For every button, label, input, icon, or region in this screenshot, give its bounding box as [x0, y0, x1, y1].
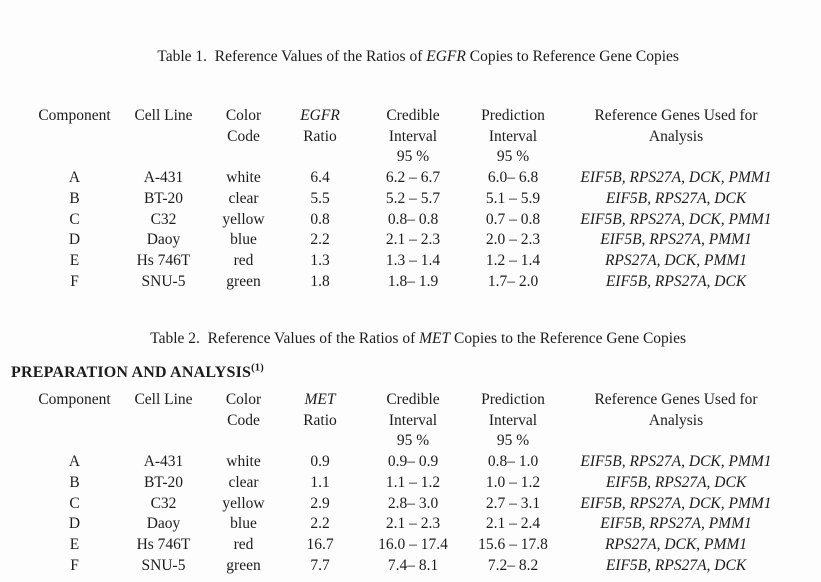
table-cell: 6.0– 6.8	[487, 169, 539, 187]
table-cell: 2.0 – 2.3	[485, 231, 541, 249]
table-cell: B	[69, 189, 80, 207]
table-row	[37, 473, 784, 494]
table-cell: 0.9– 0.9	[387, 453, 439, 471]
table-cell: green	[226, 272, 261, 290]
table-cell: 1.8	[310, 272, 330, 290]
table-cell: EIF5B, RPS27A, DCK, PMM1	[580, 453, 772, 471]
table1-title-suffix: Copies to Reference Gene Copies	[465, 48, 679, 65]
header-row	[37, 390, 784, 452]
table-cell: 2.7 – 3.1	[485, 494, 541, 512]
met-reference-values-table	[37, 390, 784, 576]
column-header: Reference Genes Used for Analysis	[594, 391, 758, 429]
column-header: Credible Interval 95 %	[386, 107, 440, 166]
table-cell: RPS27A, DCK, PMM1	[604, 251, 748, 269]
table-cell: 1.7– 2.0	[487, 272, 539, 290]
table-row	[37, 535, 784, 556]
table-row	[37, 189, 784, 210]
table-cell: 6.2 – 6.7	[385, 169, 441, 187]
table-cell: 2.1 – 2.3	[385, 231, 441, 249]
table-cell: 2.2	[310, 231, 330, 249]
table-row	[37, 251, 784, 272]
table-cell: A	[68, 453, 81, 471]
table1-title-gene: EGFR	[426, 48, 466, 65]
table-cell: blue	[230, 231, 257, 249]
table-cell: SNU-5	[141, 272, 186, 290]
column-header: Credible Interval 95 %	[386, 391, 440, 450]
column-header: Component	[38, 107, 111, 124]
table-row	[37, 230, 784, 251]
section-heading-footnote-marker: (1)	[251, 362, 264, 374]
table-cell: clear	[228, 189, 259, 207]
table-row	[37, 556, 784, 577]
table-cell: EIF5B, RPS27A, DCK, PMM1	[580, 210, 772, 228]
table1-title	[0, 27, 821, 87]
table2-title-suffix: Copies to the Reference Gene Copies	[450, 330, 687, 347]
table-cell: A-431	[143, 169, 184, 187]
table-cell: 15.6 – 17.8	[478, 535, 548, 553]
table-cell: Daoy	[146, 231, 181, 249]
table-cell: EIF5B, RPS27A, DCK	[605, 189, 747, 207]
table-cell: EIF5B, RPS27A, DCK, PMM1	[580, 169, 772, 187]
table-row	[37, 272, 784, 293]
table-cell: 7.7	[310, 556, 330, 574]
table-row	[37, 514, 784, 535]
table-cell: 2.8– 3.0	[387, 494, 439, 512]
column-header: Color Code	[225, 391, 262, 429]
column-header: Cell Line	[134, 107, 193, 124]
table-cell: D	[68, 231, 81, 249]
table-cell: blue	[230, 515, 257, 533]
column-header: MET Ratio	[303, 391, 337, 429]
table-cell: C	[69, 494, 80, 512]
table-cell: EIF5B, RPS27A, PMM1	[600, 515, 752, 533]
table-cell: 16.0 – 17.4	[378, 535, 448, 553]
table-cell: RPS27A, DCK, PMM1	[604, 535, 748, 553]
table-cell: clear	[228, 473, 259, 491]
table-cell: F	[70, 556, 79, 574]
table-cell: B	[69, 473, 80, 491]
table-cell: 2.1 – 2.3	[385, 515, 441, 533]
table-cell: green	[226, 556, 261, 574]
table-cell: EIF5B, RPS27A, PMM1	[600, 231, 752, 249]
table-cell: EIF5B, RPS27A, DCK	[605, 272, 747, 290]
table-row	[37, 168, 784, 189]
column-header: Cell Line	[134, 391, 193, 408]
table-cell: red	[233, 251, 254, 269]
table-cell: BT-20	[143, 473, 184, 491]
table2-title-gene: MET	[419, 330, 451, 347]
table2-title-prefix: Table 2. Reference Values of the Ratios of	[150, 330, 420, 347]
table-cell: 16.7	[306, 535, 334, 553]
table-cell: 7.2– 8.2	[487, 556, 539, 574]
table-cell: F	[70, 272, 79, 290]
table-cell: 1.8– 1.9	[387, 272, 439, 290]
table-cell: EIF5B, RPS27A, DCK	[605, 473, 747, 491]
section-heading-text: PREPARATION AND ANALYSIS	[11, 364, 252, 381]
table-cell: 2.9	[310, 494, 330, 512]
table-cell: D	[68, 515, 81, 533]
table-cell: A	[68, 169, 81, 187]
table-cell: EIF5B, RPS27A, DCK	[605, 556, 747, 574]
table-cell: C32	[150, 210, 177, 228]
table-cell: 5.5	[310, 189, 330, 207]
table1-title-prefix: Table 1. Reference Values of the Ratios of	[157, 48, 427, 65]
table-cell: 1.3 – 1.4	[385, 251, 441, 269]
table-cell: 2.2	[310, 515, 330, 533]
table-cell: E	[69, 535, 80, 553]
table-cell: yellow	[222, 210, 265, 228]
header-row	[37, 106, 784, 168]
column-header: Component	[38, 391, 111, 408]
table-cell: 1.3	[310, 251, 330, 269]
table-cell: 0.9	[310, 453, 330, 471]
table-cell: Hs 746T	[136, 535, 191, 553]
table-cell: 2.1 – 2.4	[485, 515, 541, 533]
table-cell: C	[69, 210, 80, 228]
table-cell: red	[233, 535, 254, 553]
table-cell: 0.8– 1.0	[487, 453, 539, 471]
table-cell: 0.8– 0.8	[387, 210, 439, 228]
table-cell: Hs 746T	[136, 251, 191, 269]
table-cell: 0.7 – 0.8	[485, 210, 541, 228]
table-cell: BT-20	[143, 189, 184, 207]
table-cell: C32	[150, 494, 177, 512]
table-cell: white	[226, 453, 261, 471]
column-header: Prediction Interval 95 %	[481, 107, 545, 166]
preparation-and-analysis-heading	[11, 362, 264, 383]
table-cell: yellow	[222, 494, 265, 512]
table-cell: 5.1 – 5.9	[485, 189, 541, 207]
table-cell: 6.4	[310, 169, 330, 187]
table-cell: E	[69, 251, 80, 269]
table-cell: EIF5B, RPS27A, DCK, PMM1	[580, 494, 772, 512]
column-header: EGFR Ratio	[300, 107, 340, 145]
egfr-reference-values-table	[37, 106, 784, 292]
table2-title	[0, 309, 821, 369]
table-cell: 0.8	[310, 210, 330, 228]
table-cell: 1.1	[310, 473, 330, 491]
table-cell: 1.0 – 1.2	[485, 473, 541, 491]
table-cell: SNU-5	[141, 556, 186, 574]
table-cell: A-431	[143, 453, 184, 471]
table-row	[37, 494, 784, 515]
table-cell: 1.2 – 1.4	[485, 251, 541, 269]
table-row	[37, 452, 784, 473]
table-cell: 1.1 – 1.2	[385, 473, 441, 491]
column-header: Color Code	[225, 107, 262, 145]
table-cell: white	[226, 169, 261, 187]
table-cell: Daoy	[146, 515, 181, 533]
column-header: Prediction Interval 95 %	[481, 391, 545, 450]
table-cell: 7.4– 8.1	[387, 556, 439, 574]
table-row	[37, 210, 784, 231]
table-cell: 5.2 – 5.7	[385, 189, 441, 207]
column-header: Reference Genes Used for Analysis	[594, 107, 758, 145]
